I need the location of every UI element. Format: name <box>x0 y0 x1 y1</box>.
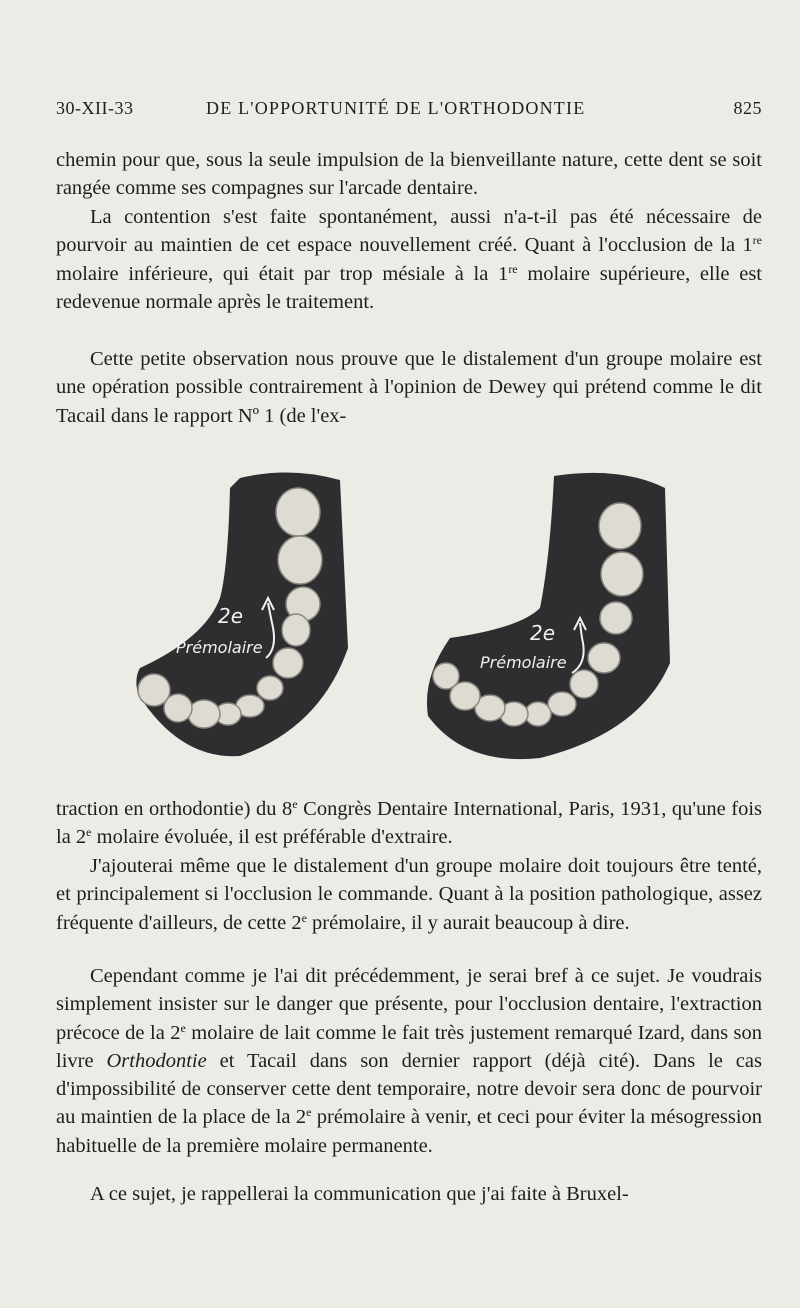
paragraph-6-text-c: et Tacail dans son dernier rapport (déjà cité). Dans le cas d'impossibilité de conserver cette dent temporaire, notre devoir sera donc de pourvoir au maintien de la place de la 2 <box>56 1049 762 1129</box>
superscript-re-1: re <box>752 233 762 248</box>
paragraph-7-text: A ce sujet, je rappellerai la communication que j'ai faite à Bruxel- <box>90 1183 629 1205</box>
superscript-e-3: e <box>301 910 307 925</box>
left-tooth-9 <box>188 700 220 728</box>
left-label-number: 2e <box>218 604 244 628</box>
left-molar-1 <box>276 488 320 536</box>
right-tooth-5 <box>570 670 598 698</box>
paragraph-6-text-d: prémolaire à venir, et ceci pour éviter la mésogression habituelle de la première molaire permanente. <box>56 1106 763 1157</box>
left-tooth-11 <box>138 674 170 706</box>
paragraph-5-text-b: prémolaire, il y aurait beaucoup à dire. <box>306 911 630 934</box>
left-premolar-2 <box>282 614 310 646</box>
paragraph-1 <box>56 146 762 203</box>
paragraph-2 <box>56 203 762 316</box>
left-molar-2 <box>278 536 322 584</box>
right-label-word: Prémolaire <box>480 653 567 672</box>
header-date: 30-XII-33 <box>56 98 134 118</box>
right-label-number: 2e <box>530 621 556 645</box>
superscript-re-2: re <box>508 261 518 276</box>
paragraph-4-text-a: traction en orthodontie) du 8 <box>56 798 293 820</box>
right-dental-plate <box>427 473 670 759</box>
paragraph-2-text-b: molaire inférieure, qui était par trop mésiale à la 1 <box>56 262 509 285</box>
right-tooth-7 <box>525 702 551 726</box>
paragraph-3 <box>56 345 762 430</box>
right-tooth-6 <box>548 692 576 716</box>
paragraph-4 <box>56 795 762 852</box>
paragraph-4-text-c: molaire évoluée, il est préférable d'extraire. <box>91 826 453 849</box>
left-tooth-5 <box>273 648 303 678</box>
paragraph-6 <box>56 962 762 1160</box>
left-tooth-6 <box>257 676 283 700</box>
right-molar-1 <box>599 503 641 549</box>
page-number: 825 <box>733 98 762 118</box>
right-premolar-2 <box>588 643 620 673</box>
dental-cast-figure <box>120 458 740 768</box>
paragraph-4-text-b: Congrès Dentaire International, Paris, 1931, qu'une fois la 2 <box>56 798 762 849</box>
superscript-e-1: e <box>292 797 298 811</box>
paragraph-1-text: chemin pour que, sous la seule impulsion de la bienveillante nature, cette dent se soit rangée comme ses compagnes sur l'arcade dentaire. <box>56 149 762 200</box>
superscript-e-4: e <box>180 1020 186 1035</box>
left-dental-plate <box>136 472 348 756</box>
left-label-word: Prémolaire <box>176 638 263 657</box>
header-title: DE L'OPPORTUNITÉ DE L'ORTHODONTIE <box>206 98 586 118</box>
paragraph-6-text-a: Cependant comme je l'ai dit précédemment, je serai bref à ce sujet. Je voudrais simplement insister sur le danger que présente, pour l'occlusion dentaire, l'extraction précoce de la 2 <box>56 965 762 1044</box>
paragraph-3-text: Cette petite observation nous prouve que le distalement d'un groupe molaire est une opération possible contrairement à l'opinion de Dewey qui prétend comme le dit Tacail dans le rapport Nº 1 (de l'ex- <box>56 348 762 427</box>
paragraph-5 <box>56 852 762 937</box>
paragraph-2-text-c: molaire supérieure, elle est redevenue normale après le traitement. <box>56 262 762 313</box>
paragraph-2-text-a: La contention s'est faite spontanément, aussi n'a-t-il pas été nécessaire de pourvoir au maintien de cet espace nouvellement créé. Quant à l'occlusion de la 1 <box>56 206 762 257</box>
right-premolar-1 <box>600 602 632 634</box>
paragraph-7 <box>56 1180 762 1208</box>
superscript-e-2: e <box>86 825 92 840</box>
superscript-e-5: e <box>306 1105 312 1120</box>
paragraph-5-text-a: J'ajouterai même que le distalement d'un groupe molaire doit toujours être tenté, et principalement si l'occlusion le commande. Quant à la position pathologique, assez fréquente d'ailleurs, de cette 2 <box>56 855 762 934</box>
book-title: Orthodontie <box>106 1049 207 1072</box>
right-molar-2 <box>601 552 643 596</box>
paragraph-6-text-b: molaire de lait comme le fait très justement remarqué Izard, dans son livre <box>56 1021 762 1072</box>
right-tooth-11 <box>433 663 459 689</box>
